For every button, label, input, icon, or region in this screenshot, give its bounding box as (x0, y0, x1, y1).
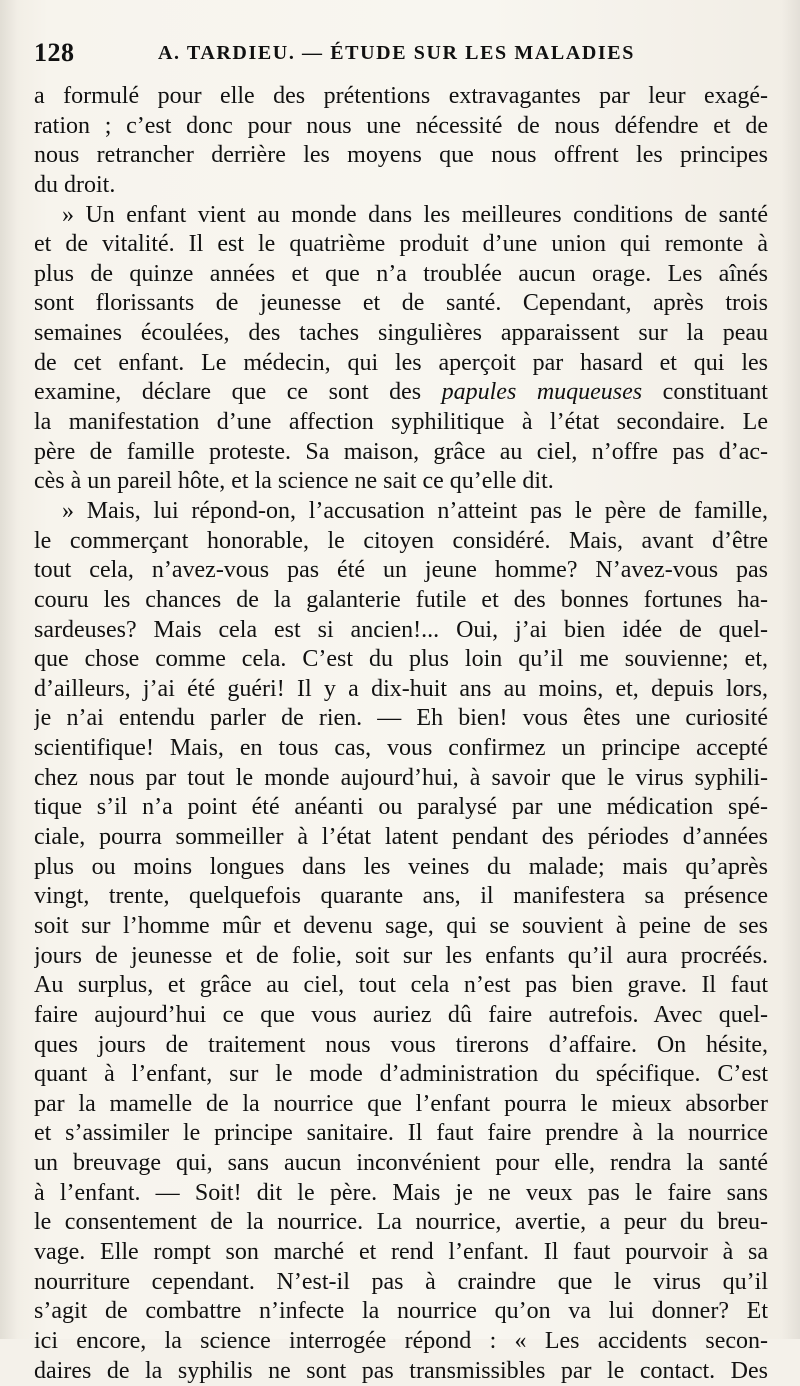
text-line-42: s’agit de combattre n’infecte la nourrice qu’on va lui donner? Et (34, 1298, 768, 1325)
text-line-12: la manifestation d’une affection syphilitique à l’état secondaire. Le (34, 409, 768, 436)
text-line-02: ration ; c’est donc pour nous une nécessité de nous défendre et de (34, 112, 768, 139)
text-line-27: plus ou moins longues dans les veines du malade; mais qu’après (34, 853, 768, 880)
text-line-29: soit sur l’homme mûr et devenu sage, qui se souvient à peine de ses (34, 912, 768, 939)
text-line-25: tique s’il n’a point été anéanti ou paralysé par une médication spé- (34, 794, 768, 821)
text-line-18: couru les chances de la galanterie futile et des bonnes fortunes ha- (34, 586, 768, 613)
text-line-40: vage. Elle rompt son marché et rend l’enfant. Il faut pourvoir à sa (34, 1238, 768, 1265)
text-line-08: sont florissants de jeunesse et de santé. Cependant, après trois (34, 290, 768, 317)
text-line-44: daires de la syphilis ne sont pas transmissibles par le contact. Des (34, 1357, 768, 1384)
page-header (34, 38, 774, 78)
italic-phrase: papules muqueuses (441, 379, 643, 406)
page-right-shadow (782, 0, 800, 1339)
text-line-35: par la mamelle de la nourrice que l’enfant pourra le mieux absorber (34, 1090, 768, 1117)
text-line-36: et s’assimiler le principe sanitaire. Il faut faire prendre à la nourrice (34, 1120, 768, 1147)
text-line-11: examine, déclare que ce sont des papules muqueuses constituant (34, 379, 768, 406)
text-line-07: plus de quinze années et que n’a troublée aucun orage. Les aînés (34, 260, 768, 287)
text-line-09: semaines écoulées, des taches singulières apparaissent sur la peau (34, 320, 768, 347)
text-line-38: à l’enfant. — Soit! dit le père. Mais je ne veux pas le faire sans (34, 1179, 768, 1206)
text-line-20: que chose comme cela. C’est du plus loin qu’il me souvienne; et, (34, 646, 768, 673)
text-line-33: ques jours de traitement nous vous tirerons d’affaire. On hésite, (34, 1031, 768, 1058)
text-line-32: faire aujourd’hui ce que vous auriez dû faire autrefois. Avec quel- (34, 1001, 768, 1028)
text-line-37: un breuvage qui, sans aucun inconvénient pour elle, rendra la santé (34, 1150, 768, 1177)
text-line-24: chez nous par tout le monde aujourd’hui, à savoir que le virus syphili- (34, 764, 768, 791)
page-body (34, 82, 768, 1386)
text-line-13: père de famille proteste. Sa maison, grâce au ciel, n’offre pas d’ac- (34, 438, 768, 465)
text-line-43: ici encore, la science interrogée répond : « Les accidents secon- (34, 1327, 768, 1354)
text-line-15: » Mais, lui répond-on, l’accusation n’atteint pas le père de famille, (62, 497, 768, 524)
text-line-23: scientifique! Mais, en tous cas, vous confirmez un principe accepté (34, 735, 768, 762)
text-line-39: le consentement de la nourrice. La nourrice, avertie, a peur du breu- (34, 1209, 768, 1236)
text-line-22: je n’ai entendu parler de rien. — Eh bien! vous êtes une curiosité (34, 705, 768, 732)
text-line-26: ciale, pourra sommeiller à l’état latent pendant des périodes d’années (34, 824, 768, 851)
text-line-16: le commerçant honorable, le citoyen considéré. Mais, avant d’être (34, 527, 768, 554)
text-line-31: Au surplus, et grâce au ciel, tout cela n’est pas bien grave. Il faut (34, 972, 768, 999)
running-head: A. TARDIEU. — ÉTUDE SUR LES MALADIES (158, 42, 635, 64)
text-line-19: sardeuses? Mais cela est si ancien!... Oui, j’ai bien idée de quel- (34, 616, 768, 643)
page-left-shadow (0, 0, 18, 1339)
text-line-30: jours de jeunesse et de folie, soit sur les enfants qu’il aura procréés. (34, 942, 768, 969)
text-line-41: nourriture cependant. N’est-il pas à craindre que le virus qu’il (34, 1268, 768, 1295)
text-line-21: d’ailleurs, j’ai été guéri! Il y a dix-huit ans au moins, et, depuis lors, (34, 675, 768, 702)
text-line-03: nous retrancher derrière les moyens que nous offrent les principes (34, 142, 768, 169)
text-line-14: cès à un pareil hôte, et la science ne sait ce qu’elle dit. (34, 468, 554, 495)
text-line-10: de cet enfant. Le médecin, qui les aperçoit par hasard et qui les (34, 349, 768, 376)
text-line-01: a formulé pour elle des prétentions extravagantes par leur exagé- (34, 83, 768, 109)
text-line-17: tout cela, n’avez-vous pas été un jeune homme? N’avez-vous pas (34, 557, 768, 584)
text-line-34: quant à l’enfant, sur le mode d’administration du spécifique. C’est (34, 1061, 768, 1088)
text-line-05: » Un enfant vient au monde dans les meilleures conditions de santé (62, 201, 768, 228)
page-number: 128 (34, 38, 75, 67)
text-line-04: du droit. (34, 171, 116, 198)
text-line-06: et de vitalité. Il est le quatrième produit d’une union qui remonte à (34, 231, 768, 258)
text-line-28: vingt, trente, quelquefois quarante ans, il manifestera sa présence (34, 883, 768, 910)
